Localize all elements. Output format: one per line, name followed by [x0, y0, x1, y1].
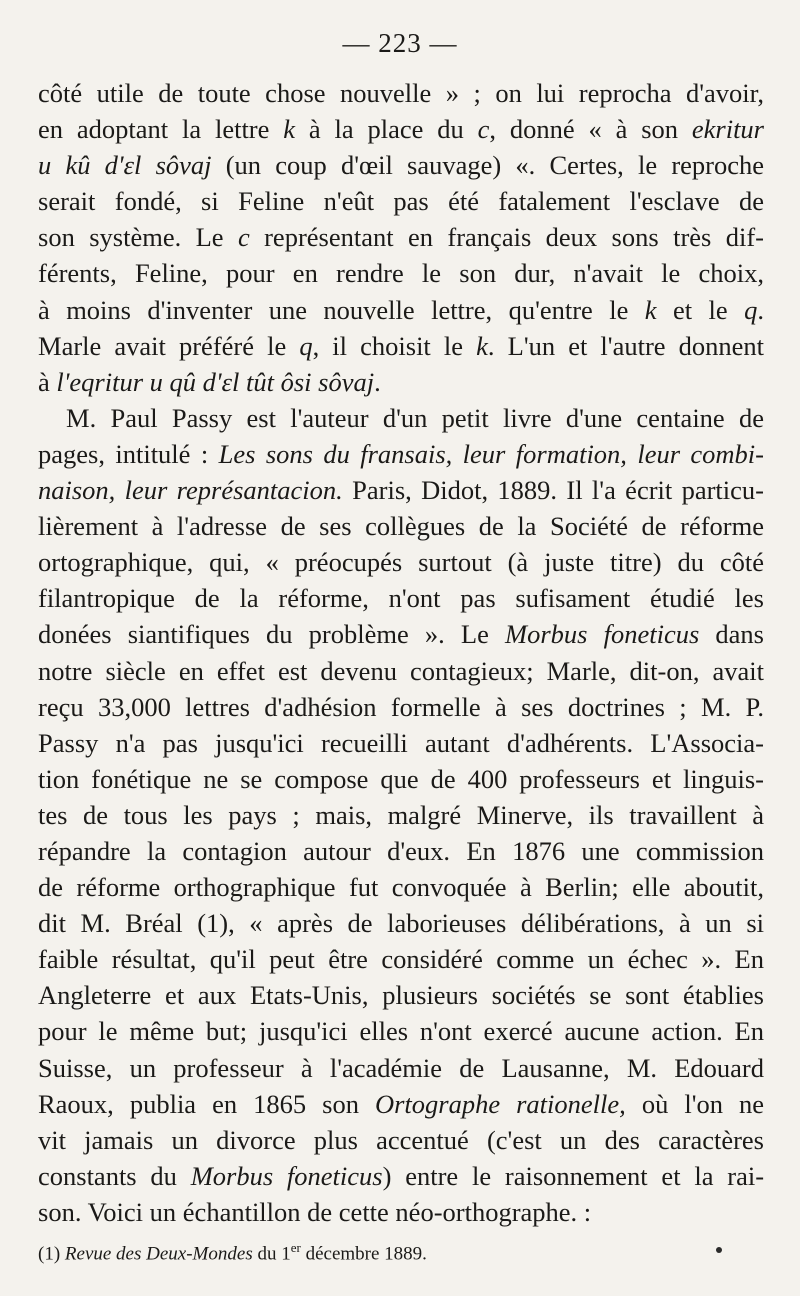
text-run: constants du: [38, 1160, 191, 1191]
text-line: [38, 328, 764, 364]
text-line: [38, 797, 764, 833]
text-run: ) entre le raisonnement et la rai-: [382, 1160, 765, 1191]
text-line: [38, 436, 764, 472]
text-run: Angleterre et aux Etats-Unis, plusieurs sociétés se sont établies: [38, 980, 764, 1011]
text-run: reçu 33,000 lettres d'adhésion formelle à ses doctrines ; M. P.: [38, 691, 764, 722]
text-run: dans: [699, 619, 764, 650]
text-line: [38, 1122, 764, 1158]
text-run: .: [374, 366, 381, 397]
text-run: Marle avait préféré le: [38, 330, 300, 361]
text-run: , il choisit le: [312, 330, 477, 361]
ink-speck: [716, 1247, 722, 1253]
text-line: [38, 689, 764, 725]
text-run: côté utile de toute chose nouvelle » ; on lui reprocha d'avoir,: [38, 78, 764, 108]
italic-text: Morbus foneticus: [505, 619, 700, 650]
footnote: [38, 1236, 764, 1266]
italic-text: Morbus foneticus: [190, 1160, 383, 1191]
text-line: [38, 869, 764, 905]
text-line: [38, 653, 764, 689]
text-line: [38, 508, 764, 544]
text-line: [38, 219, 764, 255]
text-run: vit jamais un divorce plus accentué (c'est un des caractères: [38, 1124, 764, 1155]
italic-text: k: [283, 114, 296, 145]
text-run: de réforme orthographique fut convoquée à Berlin; elle aboutit,: [38, 872, 764, 903]
text-run: Suisse, un professeur à l'académie de Lausanne, M. Edouard: [38, 1052, 764, 1083]
footnote-source: Revue des Deux-Mondes: [64, 1243, 253, 1265]
text-run: tes de tous les pays ; mais, malgré Minerve, ils travaillent à: [38, 799, 764, 830]
text-run: à: [38, 366, 57, 397]
text-run: filantropique de la réforme, n'ont pas sufisament étudié les: [38, 583, 764, 614]
text-run: (un coup d'œil sauvage) «. Certes, le reproche: [211, 150, 765, 181]
text-line: [38, 183, 764, 219]
text-run: .: [757, 294, 764, 325]
text-run: ortographique, qui, « préocupés surtout (à juste titre) du côté: [38, 547, 764, 578]
text-run: pages, intitulé :: [38, 438, 219, 469]
text-run: où l'on ne: [625, 1088, 764, 1119]
footnote-text-after: décembre 1889.: [300, 1243, 427, 1265]
text-run: Raoux, publia en 1865 son: [38, 1088, 375, 1119]
text-line: [38, 580, 764, 616]
text-line: [38, 292, 764, 328]
text-line: [38, 364, 764, 400]
text-run: dit M. Bréal (1), « après de laborieuses délibérations, à un si: [38, 908, 764, 939]
text-run: son système. Le: [38, 222, 238, 253]
page-number: — 223 —: [342, 28, 458, 58]
text-run: et le: [656, 294, 745, 325]
footnote-superscript: er: [290, 1240, 301, 1255]
italic-text: c: [477, 114, 490, 145]
text-line: [38, 1194, 764, 1230]
text-run: pour le même but; jusqu'ici elles n'ont exercé aucune action. En: [38, 1016, 764, 1047]
text-line: [38, 1158, 764, 1194]
italic-text: naison, leur représantacion.: [38, 475, 343, 506]
italic-text: k: [644, 294, 657, 325]
text-run: férents, Feline, pour en rendre le son dur, n'avait le choix,: [38, 258, 764, 289]
text-run: Paris, Didot, 1889. Il l'a écrit particu-: [342, 475, 764, 506]
text-run: lièrement à l'adresse de ses collègues de la Société de réforme: [38, 511, 764, 542]
text-line: [38, 941, 764, 977]
italic-text: q: [744, 294, 758, 325]
italic-text: q: [299, 330, 313, 361]
text-run: répandre la contagion autour d'eux. En 1876 une commission: [38, 835, 764, 866]
text-run: à moins d'inventer une nouvelle lettre, qu'entre le: [38, 294, 645, 325]
italic-text: Les sons du fransais, leur formation, leur combi-: [218, 438, 764, 469]
text-line: [38, 544, 764, 580]
italic-text: k: [476, 330, 488, 361]
text-run: faible résultat, qu'il peut être considéré comme un échec ». En: [38, 944, 764, 975]
text-line: [38, 833, 764, 869]
text-run: . L'un et l'autre donnent: [487, 330, 765, 361]
text-run: , donné « à son: [489, 114, 692, 145]
text-line: [38, 761, 764, 797]
text-run: donées siantifiques du problème ». Le: [38, 619, 506, 650]
text-line: [38, 255, 764, 291]
text-run: son. Voici un échantillon de cette néo-orthographe. :: [38, 1196, 592, 1227]
body-text: [38, 75, 764, 1230]
text-line: [38, 977, 764, 1013]
footnote-marker: (1): [38, 1243, 61, 1265]
text-run: représentant en français deux sons très dif-: [249, 222, 764, 253]
text-run: notre siècle en effet est devenu contagieux; Marle, dit-on, avait: [38, 655, 764, 686]
italic-text: l'eqritur u qû d'ɛl tût ôsi sôvaj: [56, 366, 375, 397]
italic-text: u kû d'ɛl sôvaj: [38, 150, 212, 181]
text-line: [38, 472, 764, 508]
text-line: [38, 616, 764, 652]
text-run: tion fonétique ne se compose que de 400 professeurs et linguis-: [38, 763, 764, 794]
italic-text: ekritur: [691, 114, 764, 145]
text-line: [38, 1050, 764, 1086]
text-line: [38, 111, 764, 147]
text-line: [38, 1086, 764, 1122]
italic-text: Ortographe rationelle,: [374, 1088, 626, 1119]
text-line: [38, 725, 764, 761]
text-run: en adoptant la lettre: [38, 114, 284, 145]
text-run: serait fondé, si Feline n'eût pas été fatalement l'esclave de: [38, 186, 764, 217]
text-line: [38, 75, 764, 111]
text-line: [38, 905, 764, 941]
text-run: à la place du: [295, 114, 478, 145]
text-run: M. Paul Passy est l'auteur d'un petit livre d'une centaine de: [66, 402, 764, 433]
text-line: [38, 400, 764, 436]
text-run: Passy n'a pas jusqu'ici recueilli autant d'adhérents. L'Associa-: [38, 727, 764, 758]
text-line: [38, 1013, 764, 1049]
footnote-text-before: du 1: [252, 1243, 291, 1265]
text-line: [38, 147, 764, 183]
italic-text: c: [237, 222, 250, 253]
